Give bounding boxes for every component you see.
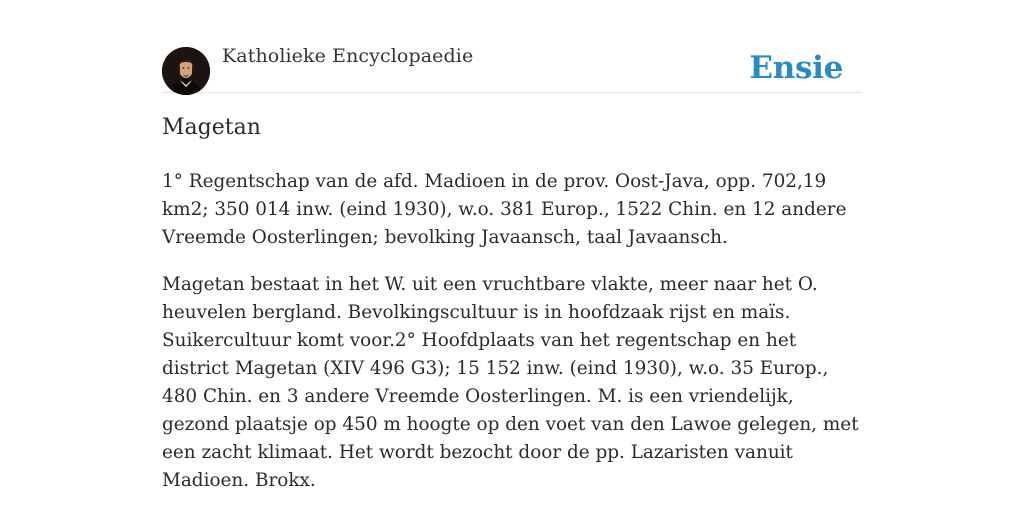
entry-title: Magetan [162, 115, 261, 140]
portrait-icon [162, 47, 210, 95]
source-header [162, 0, 862, 93]
source-avatar[interactable] [162, 47, 210, 95]
entry-paragraph: 1° Regentschap van de afd. Madioen in de prov. Oost-Java, opp. 702,19 km2; 350 014 inw. (eind 1930), w.o. 381 Europ., 1522 Chin. en 12 andere Vreemde Oosterlingen; bevolking Javaansch, taal Javaansch. [162, 171, 847, 248]
entry-paragraph: Magetan bestaat in het W. uit een vruchtbare vlakte, meer naar het O. heuvelen bergland. Bevolkingscultuur is in hoofdzaak rijst en maïs. Suikercultuur komt voor.2° Hoofdplaats van het regentschap en het district Magetan (XIV 496 G3); 15 152 inw. (eind 1930), w.o. 35 Europ., 480 Chin. en 3 andere Vreemde Oosterlingen. M. is een vriendelijk, gezond plaatsje op 450 m hoogte op den voet van den Lawoe gelegen, met een zacht klimaat. Het wordt bezocht door de pp. Lazaristen vanuit Madioen. Brokx. [162, 274, 859, 491]
source-title[interactable]: Katholieke Encyclopaedie [222, 45, 474, 67]
brand-logo[interactable]: Ensie [749, 50, 843, 86]
entry-body [162, 168, 862, 512]
entry-card [162, 0, 862, 491]
